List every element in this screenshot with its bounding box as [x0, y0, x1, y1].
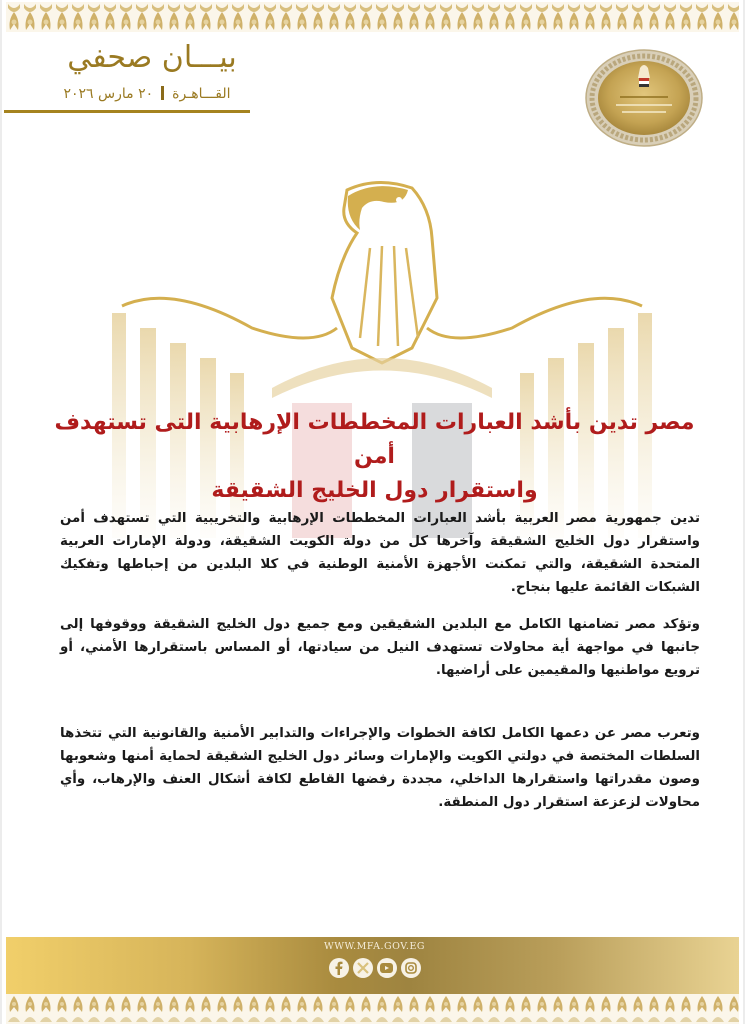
body-paragraph-2: وتؤكد مصر تضامنها الكامل مع البلدين الشقيقين ومع جميع دول الخليج الشقيقة ووقوفها إلى جانبها في مواجهة أية محاولات تستهدف النيل من سيادتها، أو المساس باستقرارها الأمني، أو ترويع مواطنيها والمقيمين على أراضيها. [60, 617, 700, 678]
header-rule [4, 110, 250, 113]
bottom-ornament-band [6, 994, 739, 1024]
website-link[interactable]: WWW.MFA.GOV.EG [324, 941, 425, 952]
youtube-icon[interactable] [377, 958, 397, 978]
ministry-seal-icon [584, 48, 704, 148]
document-type-title: بيـــان صحفي [67, 40, 237, 75]
social-links [2, 958, 745, 978]
instagram-icon[interactable] [401, 958, 421, 978]
city: القـــاهـرة [172, 86, 231, 102]
headline [42, 406, 707, 508]
date: ٢٠ مارس ٢٠٢٦ [63, 86, 154, 102]
facebook-icon[interactable] [329, 958, 349, 978]
top-ornament-band [6, 2, 739, 32]
body-paragraph-3: وتعرب مصر عن دعمها الكامل لكافة الخطوات والإجراءات والتدابير الأمنية والقانونية التي تتخذها السلطات المختصة في دولتي الكويت والإمارات وسائر دول الخليج الشقيقة لحماية أمنها وشعوبها وصون مقدراتها واستقرارها الداخلي، مجددة رفضها القاطع لكافة أشكال العنف والإرهاب، وأي محاولات لزعزعة استقرار دول المنطقة. [60, 726, 700, 810]
separator [161, 86, 164, 100]
dateline [42, 86, 252, 102]
x-icon[interactable] [353, 958, 373, 978]
body-paragraph-1: تدين جمهورية مصر العربية بأشد العبارات المخططات الإرهابية والتخريبية التي تستهدف أمن واستقرار دول الخليج الشقيقة وآخرها كل من دولة الكويت الشقيقة، ودولة الإمارات العربية المتحدة الشقيقة، والتي تمكنت الأجهزة الأمنية الوطنية في كلا البلدين من إحباطها وتفكيك الشبكات القائمة عليها بنجاح. [60, 511, 700, 595]
headline-line-1: مصر تدين بأشد العبارات المخططات الإرهابية التى تستهدف أمن [54, 410, 695, 469]
headline-line-2: واستقرار دول الخليج الشقيقة [211, 478, 538, 503]
